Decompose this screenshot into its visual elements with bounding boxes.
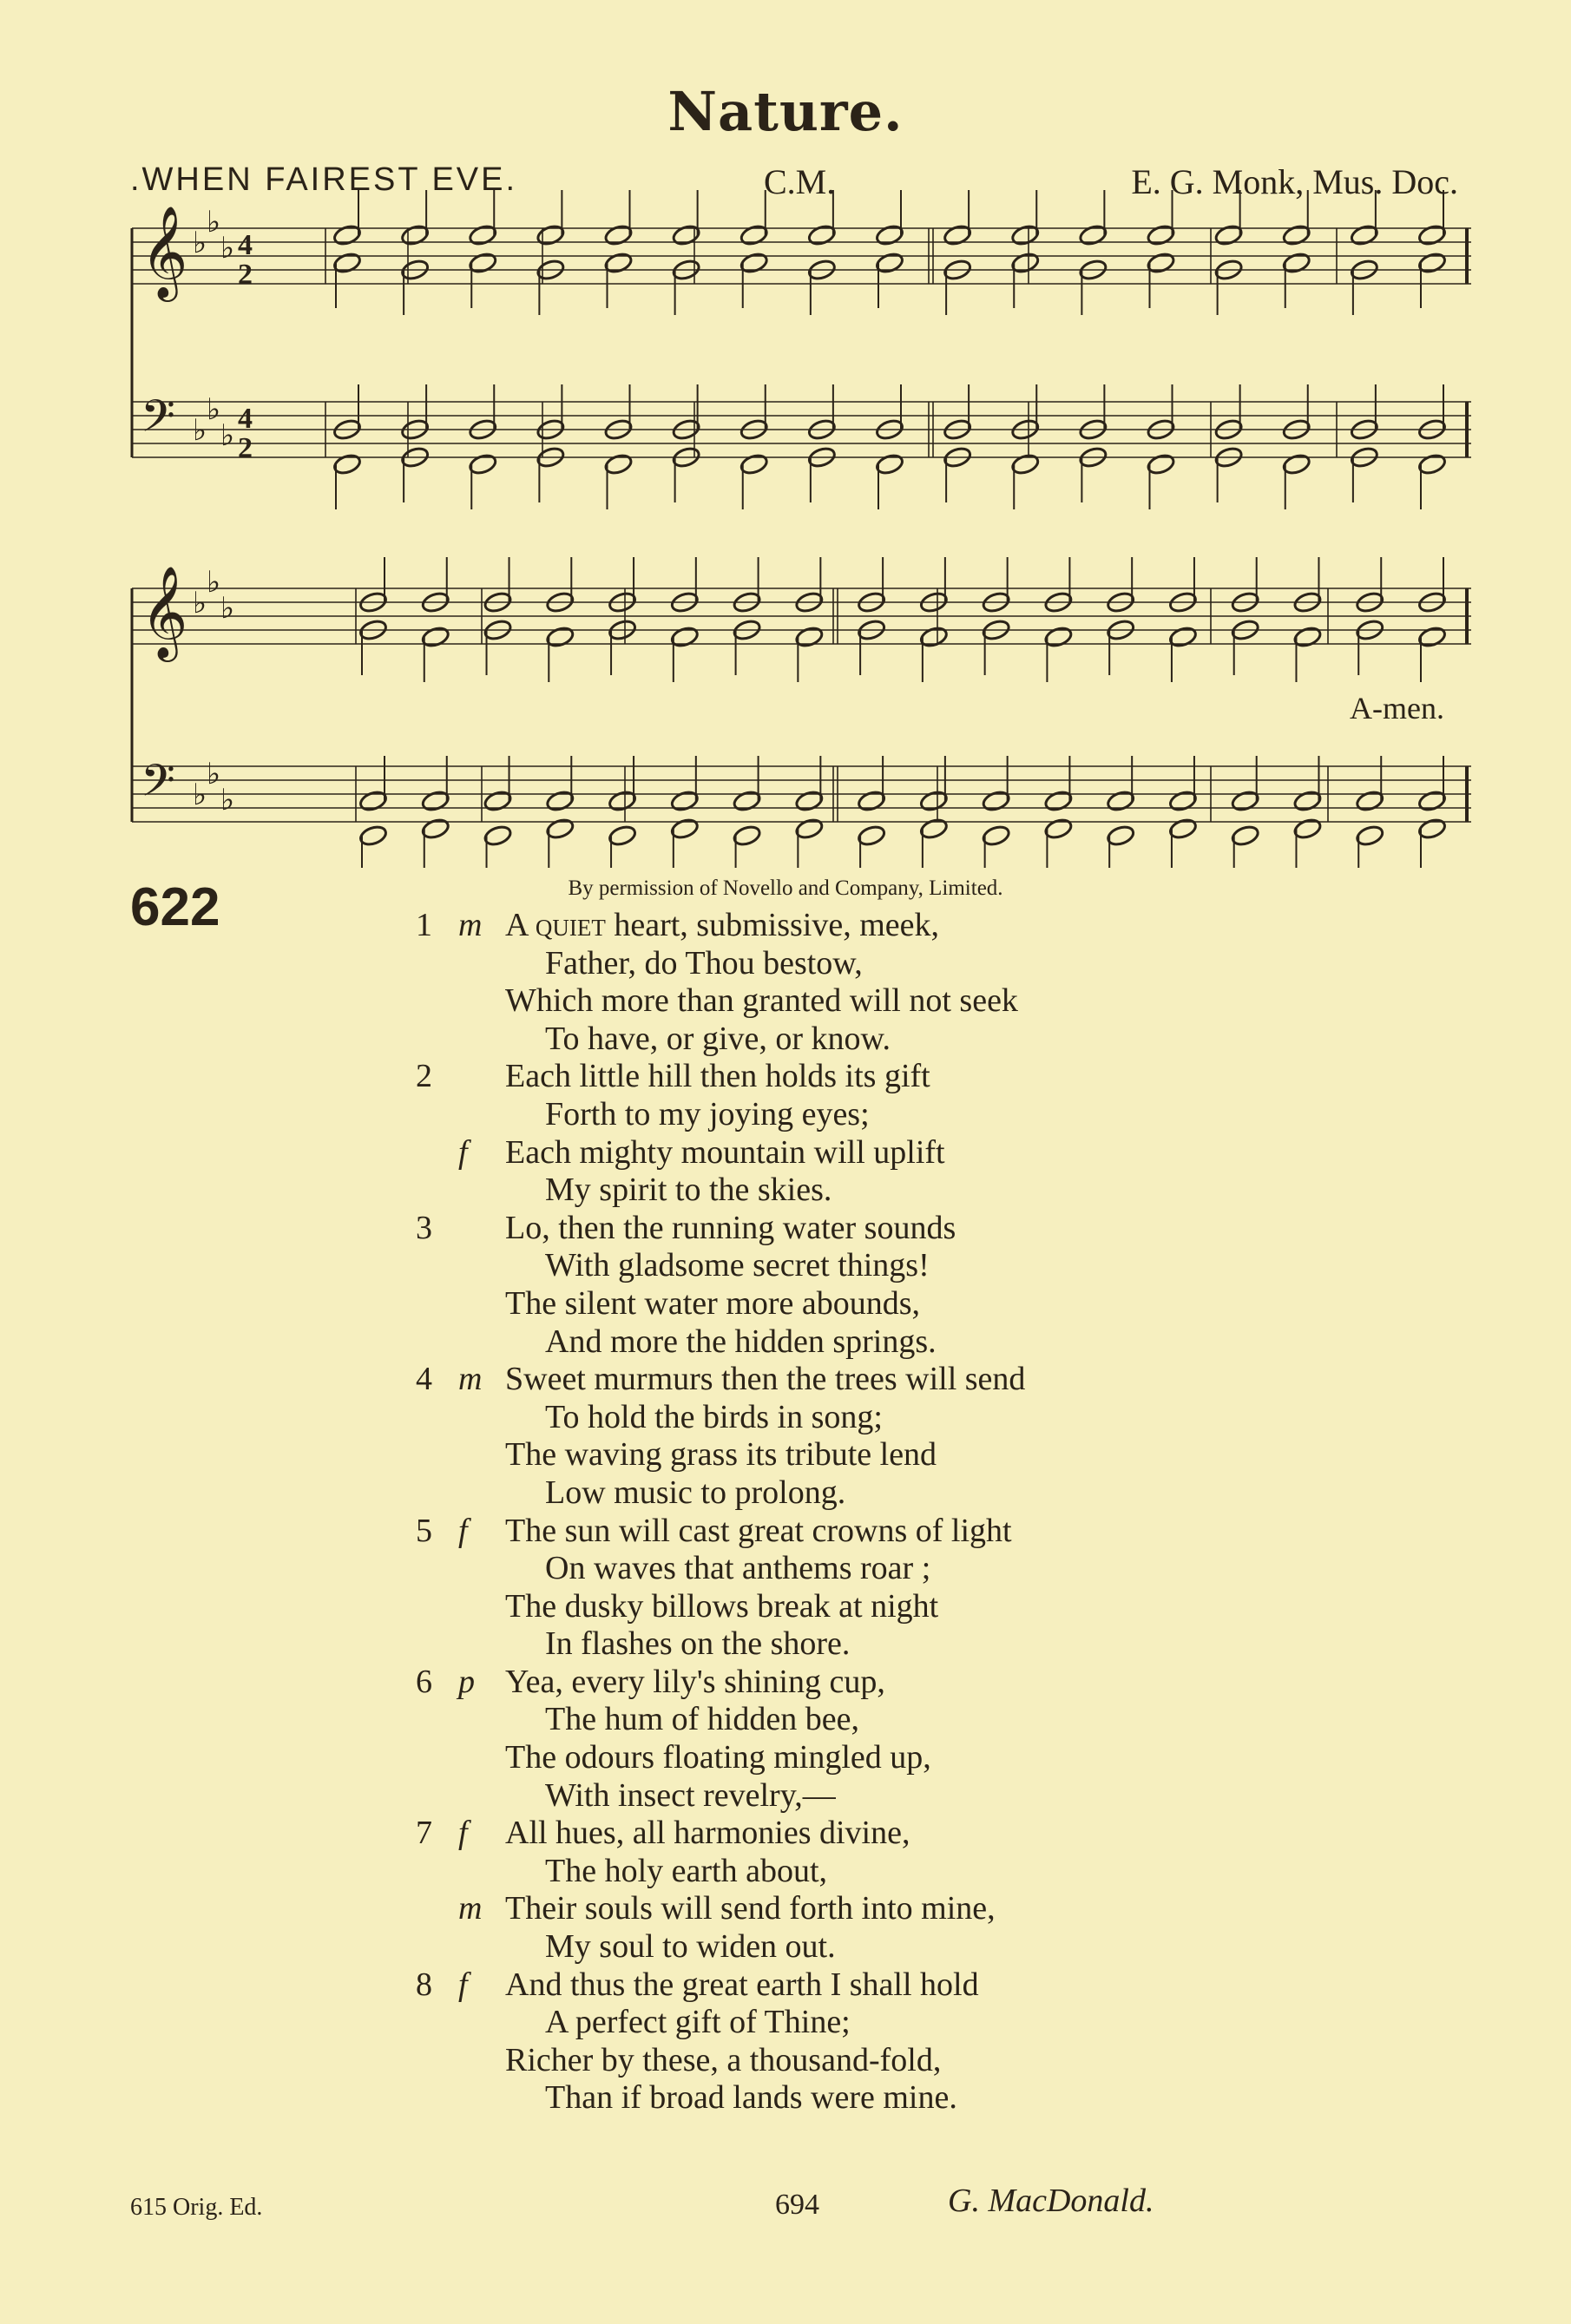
verse-number: 8	[416, 1966, 432, 2003]
verse-line	[0, 982, 1571, 1021]
verse	[0, 1210, 1571, 1361]
verse-line	[0, 1096, 1571, 1134]
verse-line-text: The odours floating mingled up,	[505, 1739, 931, 1776]
flat-sign-icon: ♭	[193, 586, 207, 620]
hymn-number: 622	[130, 877, 220, 937]
treble-clef-icon: 𝄞	[141, 205, 188, 298]
treble-clef-icon: 𝄞	[141, 565, 188, 658]
verse-line-text: The sun will cast great crowns of light	[505, 1512, 1012, 1549]
verse-line-text: To hold the birds in song;	[545, 1398, 883, 1435]
dynamic-marking: f	[458, 1512, 468, 1549]
verse-line-text: My spirit to the skies.	[545, 1172, 832, 1209]
flat-sign-icon: ♭	[207, 565, 221, 600]
verse-line-text: The silent water more abounds,	[505, 1284, 921, 1322]
verse-line	[0, 1474, 1571, 1513]
tune-name: .WHEN FAIREST EVE.	[130, 161, 518, 198]
verse-line	[0, 1588, 1571, 1626]
verse-line	[0, 1134, 1571, 1172]
verse-line-text: Low music to prolong.	[545, 1474, 846, 1511]
dynamic-marking: f	[458, 1815, 468, 1852]
dynamic-marking: m	[458, 1890, 483, 1927]
verse-line-text	[505, 907, 939, 945]
dynamic-marking: f	[458, 1133, 468, 1171]
flat-sign-icon: ♭	[207, 392, 221, 427]
verse-number: 7	[416, 1815, 432, 1852]
verse-line-text: Which more than granted will not seek	[505, 982, 1018, 1020]
verse-number: 2	[416, 1058, 432, 1095]
verse-number: 3	[416, 1209, 432, 1246]
verse-line-text: And thus the great earth I shall hold	[505, 1966, 979, 2003]
flat-sign-icon: ♭	[193, 778, 207, 812]
verse-line-text: The dusky billows break at night	[505, 1587, 939, 1625]
verse-number: 5	[416, 1512, 432, 1549]
verse-line-text: Forth to my joying eyes;	[545, 1095, 870, 1132]
dynamic-marking: m	[458, 907, 483, 943]
flat-sign-icon: ♭	[193, 226, 207, 260]
verse-line	[0, 1701, 1571, 1739]
verse-line	[0, 1399, 1571, 1437]
verse-line-text: To have, or give, or know.	[545, 1020, 891, 1057]
verse-line	[0, 1513, 1571, 1551]
verse-line-text: Sweet murmurs then the trees will send	[505, 1361, 1026, 1398]
verse-line	[0, 1664, 1571, 1702]
bass-clef-icon: 𝄢	[141, 754, 175, 817]
verse-number: 1	[416, 907, 432, 943]
time-signature-icon: 2	[238, 432, 253, 464]
verse-number: 4	[416, 1361, 432, 1398]
flat-sign-icon: ♭	[220, 418, 235, 453]
dynamic-marking: p	[458, 1663, 475, 1700]
section-title: Nature.	[667, 80, 904, 143]
verse-line	[0, 1625, 1571, 1664]
time-signature-icon: 2	[238, 259, 253, 291]
verse	[0, 1058, 1571, 1209]
verse-line	[0, 1853, 1571, 1891]
line-text-rest: heart, submissive, meek,	[605, 907, 939, 943]
verse-line-text: Yea, every lily's shining cup,	[505, 1663, 885, 1700]
bass-clef-icon: 𝄢	[141, 390, 175, 453]
music-score	[0, 0, 1571, 868]
verse-line	[0, 1247, 1571, 1285]
verse-line	[0, 1777, 1571, 1815]
verse-line	[0, 1966, 1571, 2005]
verse-line-text: Richer by these, a thousand-fold,	[505, 2041, 942, 2078]
verse-line-text: A perfect gift of Thine;	[545, 2004, 851, 2041]
flat-sign-icon: ♭	[220, 591, 235, 626]
verse-line	[0, 2079, 1571, 2117]
tune-meter: C.M.	[764, 162, 836, 201]
verse-line	[0, 907, 1571, 945]
verse-line	[0, 1210, 1571, 1248]
verse	[0, 1361, 1571, 1512]
verse-line-text: With gladsome secret things!	[545, 1247, 930, 1284]
flat-sign-icon: ♭	[220, 783, 235, 817]
hymn-author: G. MacDonald.	[948, 2183, 1154, 2219]
verse-line-text: Father, do Thou bestow,	[545, 944, 863, 981]
verse-line	[0, 1361, 1571, 1399]
verse-line-text: In flashes on the shore.	[545, 1625, 851, 1663]
verse-line-text: Their souls will send forth into mine,	[505, 1890, 996, 1927]
verse-line-text: The hum of hidden bee,	[545, 1701, 859, 1738]
verse	[0, 1513, 1571, 1664]
line-text-start: A	[505, 907, 536, 943]
small-caps-word: quiet	[535, 907, 606, 943]
verse-line	[0, 1928, 1571, 1966]
verse-line	[0, 1739, 1571, 1777]
flat-sign-icon: ♭	[193, 413, 207, 448]
flat-sign-icon: ♭	[220, 231, 235, 266]
verse-line-text: The waving grass its tribute lend	[505, 1436, 937, 1474]
verse-line	[0, 1285, 1571, 1323]
verse-line-text: Each little hill then holds its gift	[505, 1058, 930, 1095]
verse-number: 6	[416, 1663, 432, 1700]
verse-line	[0, 2042, 1571, 2080]
verse-line	[0, 2004, 1571, 2042]
verse-line	[0, 1890, 1571, 1928]
verse-line-text: My soul to widen out.	[545, 1928, 836, 1966]
verse-line-text: Lo, then the running water sounds	[505, 1209, 956, 1246]
verse	[0, 1664, 1571, 1815]
verse-line	[0, 1323, 1571, 1362]
permission-note: By permission of Novello and Company, Limited.	[568, 876, 1003, 900]
dynamic-marking: f	[458, 1966, 468, 2003]
flat-sign-icon: ♭	[207, 205, 221, 240]
verse-line	[0, 1058, 1571, 1096]
page-number: 694	[775, 2189, 819, 2221]
time-signature-icon: 4	[238, 403, 253, 435]
verse-line-text: Than if broad lands were mine.	[545, 2079, 957, 2117]
hymn-verses	[0, 907, 1571, 2117]
verse-line	[0, 1172, 1571, 1210]
verse-line-text: On waves that anthems roar ;	[545, 1550, 931, 1587]
amen-text: A-men.	[1350, 691, 1444, 725]
verse-line-text: With insect revelry,—	[545, 1776, 836, 1814]
verse	[0, 907, 1571, 1058]
verse-line	[0, 945, 1571, 983]
time-signature-icon: 4	[238, 229, 253, 261]
flat-sign-icon: ♭	[207, 757, 221, 791]
original-edition-note: 615 Orig. Ed.	[130, 2194, 263, 2221]
verse-line	[0, 1021, 1571, 1059]
tune-composer: E. G. Monk, Mus. Doc.	[1131, 162, 1458, 201]
verse	[0, 1966, 1571, 2117]
verse-line	[0, 1550, 1571, 1588]
verse	[0, 1815, 1571, 1966]
verse-line	[0, 1436, 1571, 1474]
verse-line-text: And more the hidden springs.	[545, 1323, 937, 1360]
verse-line	[0, 1815, 1571, 1853]
verse-line-text: Each mighty mountain will uplift	[505, 1133, 945, 1171]
dynamic-marking: m	[458, 1361, 483, 1398]
verse-line-text: All hues, all harmonies divine,	[505, 1815, 910, 1852]
verse-line-text: The holy earth about,	[545, 1852, 828, 1889]
